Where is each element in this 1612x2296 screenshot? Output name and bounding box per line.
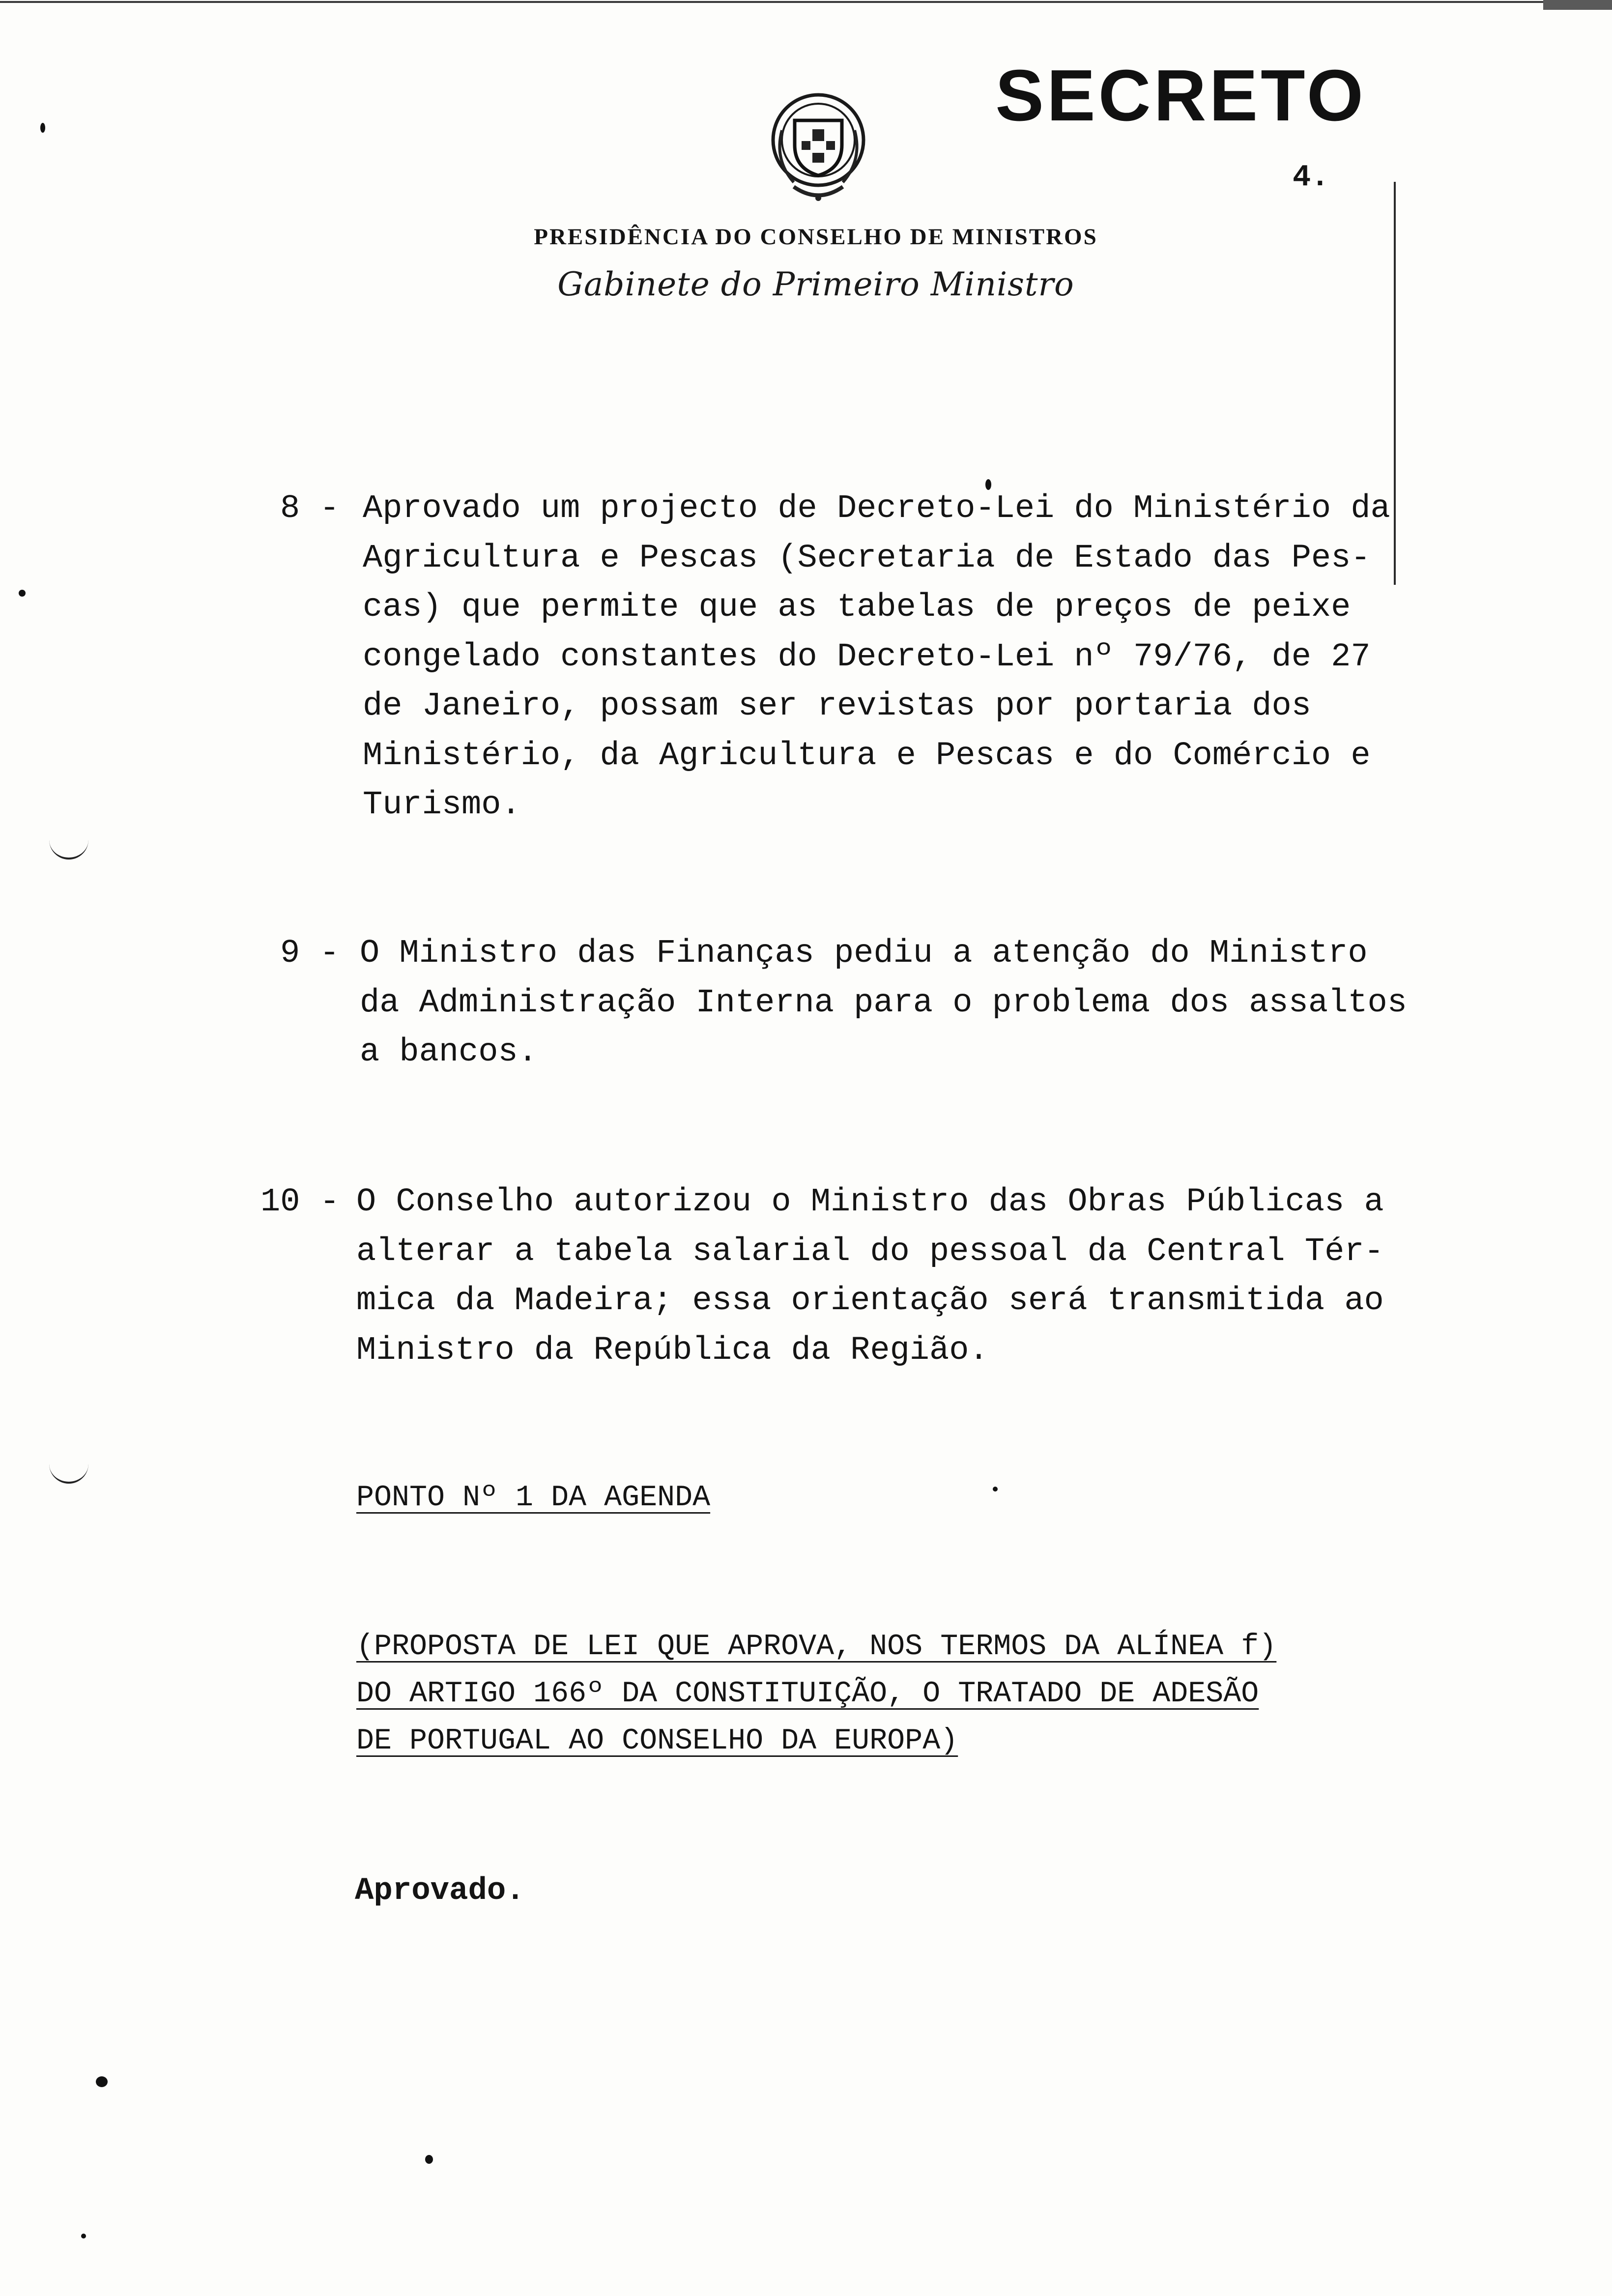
decision-text: Aprovado. (355, 1873, 525, 1909)
item-line: Ministério, da Agricultura e Pescas e do Comércio e (363, 737, 1371, 775)
office-name: Gabinete do Primeiro Ministro (557, 265, 1074, 303)
item-line: de Janeiro, possam ser revistas por portaria dos (363, 688, 1311, 725)
item-line: cas) que permite que as tabelas de preços de peixe (363, 589, 1351, 626)
item-line: congelado constantes do Decreto-Lei nº 79/76, de 27 (363, 638, 1371, 676)
scan-edge-mark (1543, 0, 1612, 10)
scan-mark (49, 838, 88, 860)
agenda-proposal (356, 1623, 1276, 1765)
item-text (360, 929, 1612, 1077)
scan-speck (40, 123, 45, 133)
scan-speck (19, 590, 26, 597)
scan-speck (425, 2155, 433, 2164)
item-line: da Administração Interna para o problema dos assaltos (360, 984, 1407, 1022)
page-number: 4. (1293, 160, 1329, 195)
item-line: a bancos. (360, 1033, 538, 1071)
item-text (356, 1177, 1612, 1375)
proposal-line: DE PORTUGAL AO CONSELHO DA EUROPA) (356, 1724, 958, 1758)
item-line: alterar a tabela salarial do pessoal da Central Tér- (356, 1233, 1384, 1270)
scan-speck (81, 2234, 86, 2239)
item-line: Ministro da República da Região. (356, 1331, 989, 1369)
coat-of-arms-icon (764, 86, 872, 209)
item-line: O Conselho autorizou o Ministro das Obras Públicas a (356, 1183, 1384, 1221)
item-line: mica da Madeira; essa orientação será transmitida ao (356, 1282, 1384, 1320)
proposal-line: DO ARTIGO 166º DA CONSTITUIÇÃO, O TRATADO DE ADESÃO (356, 1677, 1259, 1711)
agenda-point-title: PONTO Nº 1 DA AGENDA (356, 1481, 711, 1515)
scan-mark (49, 1462, 88, 1484)
scan-speck (993, 1487, 998, 1492)
item-number: 10 - (260, 1183, 340, 1221)
scan-speck (985, 479, 991, 490)
item-line: Turismo. (363, 786, 521, 824)
institution-name: PRESIDÊNCIA DO CONSELHO DE MINISTROS (534, 224, 1098, 250)
item-line: Agricultura e Pescas (Secretaria de Estado das Pes- (363, 539, 1371, 577)
scan-edge-line (0, 1, 1612, 3)
item-number: 9 - (280, 935, 340, 972)
classification-stamp: SECRETO (995, 55, 1366, 136)
proposal-line: (PROPOSTA DE LEI QUE APROVA, NOS TERMOS DA ALÍNEA f) (356, 1630, 1277, 1664)
item-number: 8 - (280, 490, 340, 527)
item-line: O Ministro das Finanças pediu a atenção do Ministro (360, 935, 1368, 972)
scan-speck (96, 2076, 108, 2087)
item-line: Aprovado um projecto de Decreto-Lei do Ministério da (363, 490, 1390, 527)
agenda-point-heading (356, 1474, 710, 1521)
item-text (363, 484, 1612, 830)
